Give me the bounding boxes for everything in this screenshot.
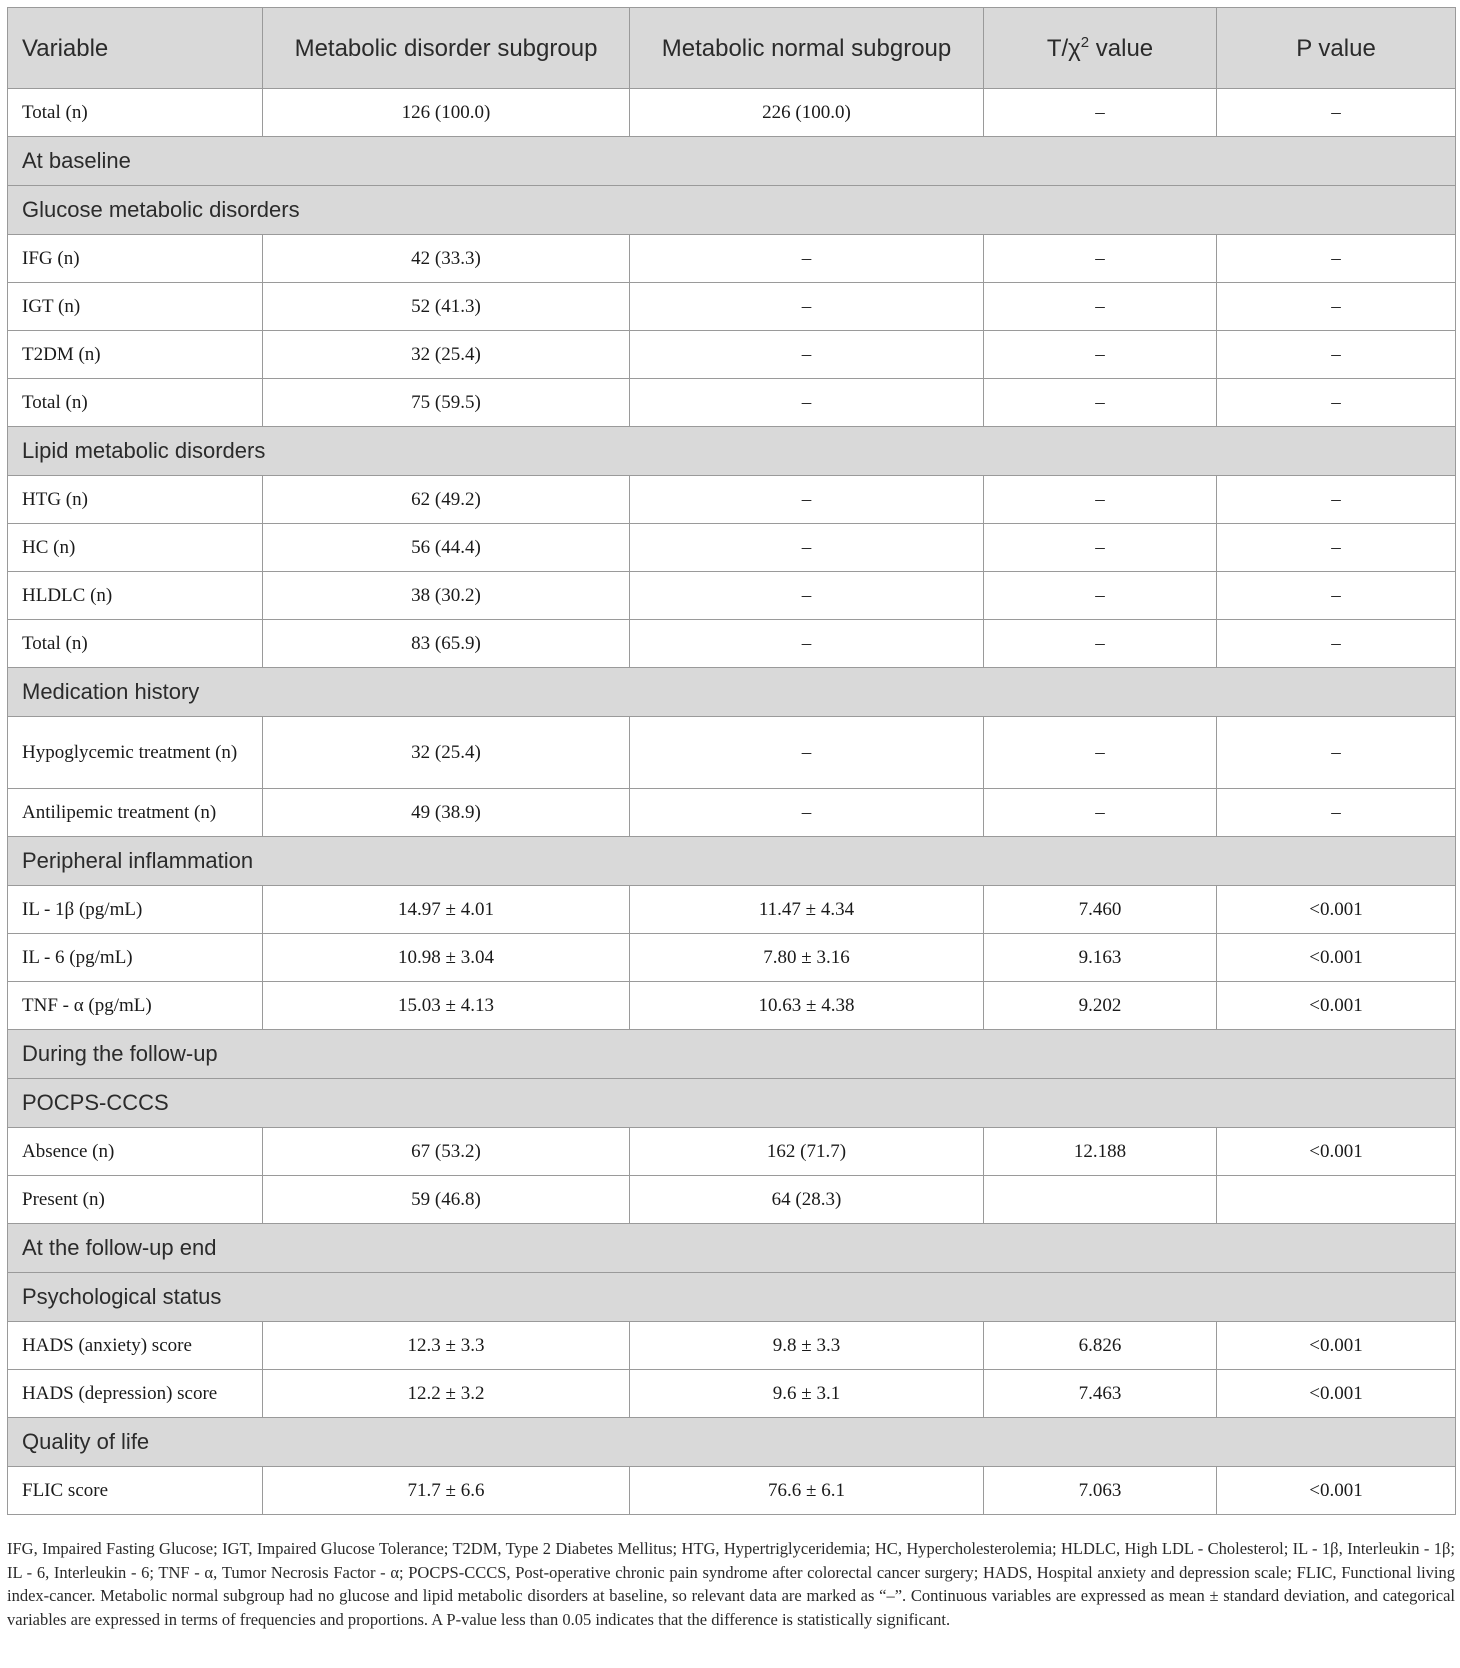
section-label: Quality of life <box>8 1418 1456 1467</box>
cell-disorder: 10.98 ± 3.04 <box>263 934 630 982</box>
cell-disorder: 12.3 ± 3.3 <box>263 1322 630 1370</box>
cell-variable: HLDLC (n) <box>8 572 263 620</box>
cell-t-value: – <box>984 476 1217 524</box>
cell-normal: – <box>630 524 984 572</box>
cell-normal: 9.6 ± 3.1 <box>630 1370 984 1418</box>
table-row <box>8 1176 1456 1224</box>
cell-t-value: – <box>984 572 1217 620</box>
cell-t-value: – <box>984 379 1217 427</box>
cell-p-value <box>1217 1176 1456 1224</box>
cell-p-value: – <box>1217 572 1456 620</box>
table-row <box>8 717 1456 789</box>
section-row <box>8 427 1456 476</box>
cell-normal: – <box>630 717 984 789</box>
cell-variable: TNF - α (pg/mL) <box>8 982 263 1030</box>
table-row <box>8 1370 1456 1418</box>
section-row <box>8 1224 1456 1273</box>
table-row <box>8 1467 1456 1515</box>
header-normal-subgroup: Metabolic normal subgroup <box>630 8 984 89</box>
cell-variable: Hypoglycemic treatment (n) <box>8 717 263 789</box>
header-p-value: P value <box>1217 8 1456 89</box>
cell-p-value: <0.001 <box>1217 1467 1456 1515</box>
cell-disorder: 56 (44.4) <box>263 524 630 572</box>
cell-variable: FLIC score <box>8 1467 263 1515</box>
cell-disorder: 71.7 ± 6.6 <box>263 1467 630 1515</box>
table-row <box>8 620 1456 668</box>
cell-variable: Total (n) <box>8 379 263 427</box>
cell-variable: Absence (n) <box>8 1128 263 1176</box>
table-body <box>8 89 1456 1515</box>
cell-p-value: – <box>1217 620 1456 668</box>
section-label: During the follow-up <box>8 1030 1456 1079</box>
section-label: Peripheral inflammation <box>8 837 1456 886</box>
cell-p-value: <0.001 <box>1217 934 1456 982</box>
cell-disorder: 32 (25.4) <box>263 331 630 379</box>
cell-variable: IFG (n) <box>8 235 263 283</box>
cell-variable: Total (n) <box>8 620 263 668</box>
cell-p-value: – <box>1217 789 1456 837</box>
table-row <box>8 331 1456 379</box>
cell-disorder: 32 (25.4) <box>263 717 630 789</box>
cell-variable: HADS (anxiety) score <box>8 1322 263 1370</box>
cell-p-value: – <box>1217 283 1456 331</box>
cell-disorder: 59 (46.8) <box>263 1176 630 1224</box>
cell-variable: HTG (n) <box>8 476 263 524</box>
cell-normal: 9.8 ± 3.3 <box>630 1322 984 1370</box>
table-row <box>8 283 1456 331</box>
section-label: At the follow-up end <box>8 1224 1456 1273</box>
cell-p-value: <0.001 <box>1217 886 1456 934</box>
cell-t-value: 7.063 <box>984 1467 1217 1515</box>
cell-normal: 162 (71.7) <box>630 1128 984 1176</box>
cell-p-value: <0.001 <box>1217 1128 1456 1176</box>
cell-p-value: – <box>1217 379 1456 427</box>
table-row <box>8 934 1456 982</box>
table-row <box>8 1128 1456 1176</box>
table-row <box>8 789 1456 837</box>
header-t-value <box>984 8 1217 89</box>
cell-t-value: – <box>984 717 1217 789</box>
cell-normal: 76.6 ± 6.1 <box>630 1467 984 1515</box>
table-row <box>8 89 1456 137</box>
header-disorder-subgroup: Metabolic disorder subgroup <box>263 8 630 89</box>
cell-normal: – <box>630 572 984 620</box>
cell-p-value: – <box>1217 331 1456 379</box>
cell-p-value: – <box>1217 717 1456 789</box>
cell-normal: 10.63 ± 4.38 <box>630 982 984 1030</box>
table-row <box>8 379 1456 427</box>
cell-t-value <box>984 1176 1217 1224</box>
cell-t-value: 9.202 <box>984 982 1217 1030</box>
cell-p-value: – <box>1217 476 1456 524</box>
cell-variable: IL - 1β (pg/mL) <box>8 886 263 934</box>
table-row <box>8 982 1456 1030</box>
cell-t-value: 6.826 <box>984 1322 1217 1370</box>
cell-t-value: 7.460 <box>984 886 1217 934</box>
cell-t-value: 12.188 <box>984 1128 1217 1176</box>
cell-normal: 226 (100.0) <box>630 89 984 137</box>
cell-p-value: – <box>1217 89 1456 137</box>
cell-normal: – <box>630 235 984 283</box>
cell-disorder: 75 (59.5) <box>263 379 630 427</box>
section-row <box>8 837 1456 886</box>
cell-disorder: 62 (49.2) <box>263 476 630 524</box>
section-row <box>8 186 1456 235</box>
cell-disorder: 83 (65.9) <box>263 620 630 668</box>
cell-normal: – <box>630 476 984 524</box>
section-label: Lipid metabolic disorders <box>8 427 1456 476</box>
cell-p-value: <0.001 <box>1217 1322 1456 1370</box>
cell-variable: HC (n) <box>8 524 263 572</box>
cell-normal: 11.47 ± 4.34 <box>630 886 984 934</box>
cell-t-value: – <box>984 89 1217 137</box>
cell-disorder: 38 (30.2) <box>263 572 630 620</box>
cell-t-value: 7.463 <box>984 1370 1217 1418</box>
section-row <box>8 1273 1456 1322</box>
header-t-superscript: 2 <box>1080 33 1090 51</box>
cell-disorder: 67 (53.2) <box>263 1128 630 1176</box>
cell-disorder: 52 (41.3) <box>263 283 630 331</box>
cell-disorder: 126 (100.0) <box>263 89 630 137</box>
cell-normal: 7.80 ± 3.16 <box>630 934 984 982</box>
cell-t-value: – <box>984 524 1217 572</box>
cell-normal: – <box>630 379 984 427</box>
cell-variable: HADS (depression) score <box>8 1370 263 1418</box>
cell-t-value: – <box>984 620 1217 668</box>
table-footnote: IFG, Impaired Fasting Glucose; IGT, Impaired Glucose Tolerance; T2DM, Type 2 Diabetes Mellitus; HTG, Hypertriglyceridemia; HC, Hypercholesterolemia; HLDLC, High LDL - Cholesterol; IL - 1β, Interleukin - 1β; IL - 6, Interleukin - 6; TNF - α, Tumor Necrosis Factor - α; POCPS-CCCS, Post-operative chronic pain syndrome after colorectal cancer surgery; HADS, Hospital anxiety and depression scale; FLIC, Functional living index-cancer. Metabolic normal subgroup had no glucose and lipid metabolic disorders at baseline, so relevant data are marked as “–”. Continuous variables are expressed as mean ± standard deviation, and categorical variables are expressed in terms of frequencies and proportions. A P-value less than 0.05 indicates that the difference is statistically significant. <box>7 1539 1455 1629</box>
cell-t-value: – <box>984 331 1217 379</box>
cell-disorder: 42 (33.3) <box>263 235 630 283</box>
cell-p-value: <0.001 <box>1217 1370 1456 1418</box>
table-row <box>8 1322 1456 1370</box>
table-row <box>8 572 1456 620</box>
section-label: Glucose metabolic disorders <box>8 186 1456 235</box>
cell-variable: IL - 6 (pg/mL) <box>8 934 263 982</box>
cell-variable: Present (n) <box>8 1176 263 1224</box>
section-label: At baseline <box>8 137 1456 186</box>
section-row <box>8 1030 1456 1079</box>
cell-disorder: 12.2 ± 3.2 <box>263 1370 630 1418</box>
section-label: Medication history <box>8 668 1456 717</box>
section-row <box>8 1079 1456 1128</box>
section-row <box>8 1418 1456 1467</box>
cell-p-value: <0.001 <box>1217 982 1456 1030</box>
section-row <box>8 668 1456 717</box>
cell-t-value: 9.163 <box>984 934 1217 982</box>
cell-variable: Total (n) <box>8 89 263 137</box>
cell-disorder: 49 (38.9) <box>263 789 630 837</box>
cell-variable: IGT (n) <box>8 283 263 331</box>
cell-p-value: – <box>1217 524 1456 572</box>
table-row <box>8 886 1456 934</box>
cell-normal: – <box>630 789 984 837</box>
cell-p-value: – <box>1217 235 1456 283</box>
cell-t-value: – <box>984 235 1217 283</box>
cell-normal: – <box>630 283 984 331</box>
cell-disorder: 15.03 ± 4.13 <box>263 982 630 1030</box>
cell-normal: 64 (28.3) <box>630 1176 984 1224</box>
cell-disorder: 14.97 ± 4.01 <box>263 886 630 934</box>
cell-normal: – <box>630 331 984 379</box>
table-row <box>8 235 1456 283</box>
header-t-prefix: T/χ <box>1046 34 1081 62</box>
table-row <box>8 524 1456 572</box>
cell-t-value: – <box>984 789 1217 837</box>
header-row <box>8 8 1456 89</box>
table-row <box>8 476 1456 524</box>
cell-t-value: – <box>984 283 1217 331</box>
cell-normal: – <box>630 620 984 668</box>
cell-variable: Antilipemic treatment (n) <box>8 789 263 837</box>
section-label: Psychological status <box>8 1273 1456 1322</box>
table-header <box>8 8 1456 89</box>
section-label: POCPS-CCCS <box>8 1079 1456 1128</box>
section-row <box>8 137 1456 186</box>
results-table <box>7 7 1456 1515</box>
header-variable: Variable <box>8 8 263 89</box>
header-t-suffix: value <box>1089 34 1154 62</box>
cell-variable: T2DM (n) <box>8 331 263 379</box>
